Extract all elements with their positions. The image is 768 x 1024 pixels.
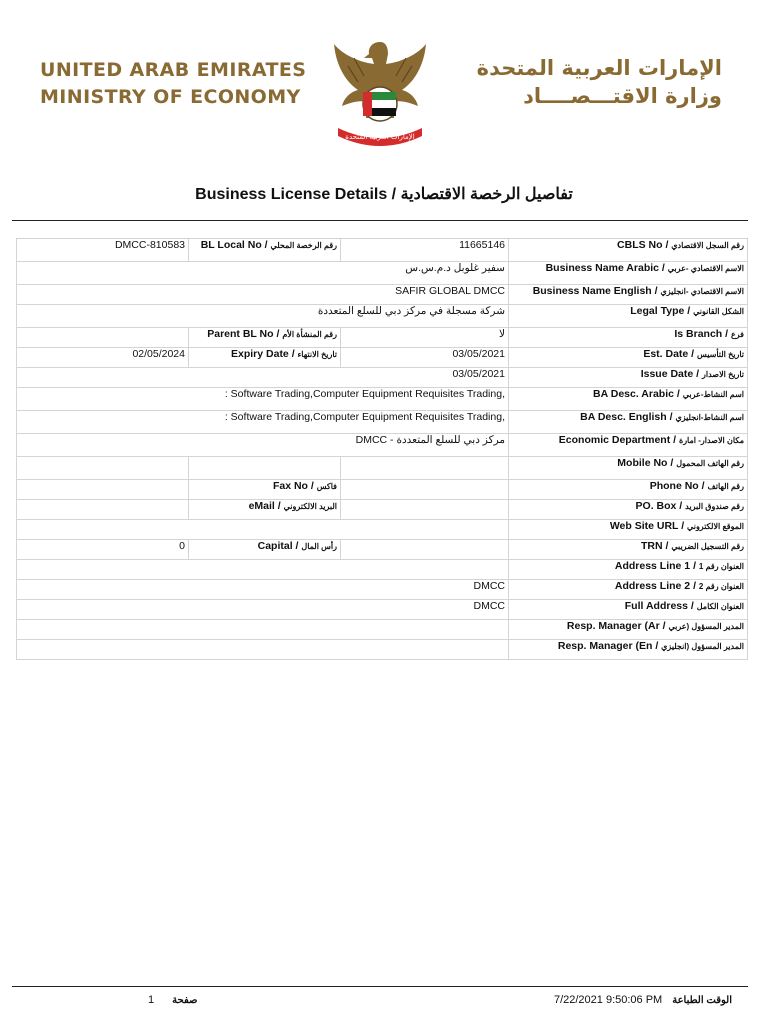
legal-type-value: شركة مسجلة في مركز دبي للسلع المتعددة	[17, 305, 509, 328]
ba-desc-arabic-label-en: BA Desc. Arabic	[593, 388, 674, 400]
ba-desc-arabic-label-ar: اسم النشاط-عربي	[682, 390, 744, 399]
row-address-line-2	[17, 580, 748, 600]
business-name-arabic-label: Business Name Arabic / الاسم الاقتصادي -عربي	[509, 262, 748, 285]
website-url-label-ar: الموقع الالكتروني	[687, 522, 744, 531]
resp-manager-ar-value	[17, 620, 509, 640]
full-address-value: DMCC	[17, 600, 509, 620]
phone-no-label-ar: رقم الهاتف	[707, 482, 744, 491]
economic-department-label: Economic Department / مكان الاصدار- امارة	[509, 434, 748, 457]
issue-date-label-en: Issue Date	[640, 368, 694, 380]
uae-emblem-falcon-logo	[328, 36, 432, 146]
address-line-2-label: Address Line 2 / العنوان رقم 2	[509, 580, 748, 600]
page-number-value: 1	[148, 994, 155, 1006]
ministry-name-arabic	[440, 54, 722, 110]
expiry-date-label: Expiry Date / تاريخ الانتهاء	[189, 348, 341, 368]
expiry-date-label-ar: تاريخ الانتهاء	[297, 350, 337, 359]
row-cbls-no	[17, 239, 748, 262]
cbls-no-label-ar: رقم السجل الاقتصادي	[671, 241, 744, 250]
legal-type-label: Legal Type / الشكل القانوني	[509, 305, 748, 328]
row-resp-manager-ar	[17, 620, 748, 640]
est-date-label-ar: تاريخ التأسيس	[697, 350, 744, 359]
mobile-no-value	[341, 457, 509, 480]
header-ar-line1: الإمارات العربية المتحدة	[476, 56, 722, 80]
row-po-box	[17, 500, 748, 520]
cbls-no-value: 11665146	[341, 239, 509, 262]
row-resp-manager-en	[17, 640, 748, 660]
business-name-english-label-en: Business Name English	[532, 285, 652, 297]
parent-bl-no-label-ar: رقم المنشأة الأم	[282, 330, 337, 339]
capital-label-en: Capital	[257, 540, 293, 552]
row-address-line-1	[17, 560, 748, 580]
fax-no-label-en: Fax No	[272, 480, 308, 492]
website-url-value	[17, 520, 509, 540]
phone-no-value	[341, 480, 509, 500]
cbls-no-label: CBLS No / رقم السجل الاقتصادي	[509, 239, 748, 262]
expiry-date-value: 02/05/2024	[17, 348, 189, 368]
ba-desc-arabic-value: : Software Trading,Computer Equipment Requisites Trading,	[17, 388, 509, 411]
economic-department-value: DMCC - مركز دبي للسلع المتعددة	[17, 434, 509, 457]
address-line-2-label-en: Address Line 2	[614, 580, 691, 592]
footer-page-number	[148, 994, 198, 1006]
issue-date-label-ar: تاريخ الاصدار	[701, 370, 744, 379]
ba-desc-arabic-label: BA Desc. Arabic / اسم النشاط-عربي	[509, 388, 748, 411]
is-branch-label-ar: فرع	[730, 330, 744, 339]
resp-manager-ar-label: Resp. Manager (Ar / المدير المسؤول (عربي	[509, 620, 748, 640]
row-is-branch	[17, 328, 748, 348]
resp-manager-ar-label-ar: المدير المسؤول (عربي	[668, 622, 744, 631]
ba-desc-english-label-ar: اسم النشاط-انجليزي	[675, 413, 744, 422]
est-date-label: Est. Date / تاريخ التأسيس	[509, 348, 748, 368]
row-business-name-english	[17, 285, 748, 305]
footer-print-time	[554, 994, 732, 1006]
row-economic-department	[17, 434, 748, 457]
row-issue-date	[17, 368, 748, 388]
license-details-table	[16, 238, 748, 660]
page-title: Business License Details / تفاصيل الرخصة الاقتصادية	[195, 186, 573, 203]
resp-manager-en-value	[17, 640, 509, 660]
resp-manager-en-label-ar: المدير المسؤول (انجليزي	[661, 642, 744, 651]
row-legal-type	[17, 305, 748, 328]
expiry-date-label-en: Expiry Date	[231, 348, 289, 360]
is-branch-label: Is Branch / فرع	[509, 328, 748, 348]
ba-desc-english-label: BA Desc. English / اسم النشاط-انجليزي	[509, 411, 748, 434]
issue-date-label: Issue Date / تاريخ الاصدار	[509, 368, 748, 388]
capital-value: 0	[17, 540, 189, 560]
page-number-label: صفحة	[172, 995, 198, 1006]
trn-label-en: TRN	[641, 540, 663, 552]
po-box-label: PO. Box / رقم صندوق البريد	[509, 500, 748, 520]
email-label-en: eMail	[248, 500, 275, 512]
website-url-label: Web Site URL / الموقع الالكتروني	[509, 520, 748, 540]
phone-no-label-en: Phone No	[649, 480, 699, 492]
business-name-english-label: Business Name English / الاسم الاقتصادي -انجليزي	[509, 285, 748, 305]
is-branch-label-en: Is Branch	[674, 328, 723, 340]
email-value	[17, 500, 189, 520]
row-ba-desc-arabic	[17, 388, 748, 411]
title-divider	[12, 220, 748, 221]
parent-bl-no-label: Parent BL No / رقم المنشأة الأم	[189, 328, 341, 348]
bl-local-no-label: BL Local No / رقم الرخصة المحلي	[189, 239, 341, 262]
footer-divider	[12, 986, 748, 987]
row-full-address	[17, 600, 748, 620]
full-address-label: Full Address / العنوان الكامل	[509, 600, 748, 620]
is-branch-value: لا	[341, 328, 509, 348]
address-line-2-value: DMCC	[17, 580, 509, 600]
ba-desc-english-value: : Software Trading,Computer Equipment Requisites Trading,	[17, 411, 509, 434]
est-date-value: 03/05/2021	[341, 348, 509, 368]
fax-no-value	[17, 480, 189, 500]
bl-local-no-value: DMCC-810583	[17, 239, 189, 262]
business-name-arabic-value: سفير غلوبل د.م.س.س	[17, 262, 509, 285]
mobile-no-label-ar: رقم الهاتف المحمول	[676, 459, 744, 468]
economic-department-label-ar: مكان الاصدار- امارة	[679, 436, 744, 445]
trn-label: TRN / رقم التسجيل الضريبي	[509, 540, 748, 560]
legal-type-label-en: Legal Type	[630, 305, 685, 317]
header-en-line1: UNITED ARAB EMIRATES	[40, 59, 307, 81]
po-box-label-en: PO. Box	[635, 500, 677, 512]
bl-local-no-label-ar: رقم الرخصة المحلي	[270, 241, 337, 250]
po-box-label-ar: رقم صندوق البريد	[685, 502, 744, 511]
mobile-no-extra-cell	[17, 457, 189, 480]
mobile-no-extra-cell-2	[189, 457, 341, 480]
address-line-1-label: Address Line 1 / العنوان رقم 1	[509, 560, 748, 580]
row-business-name-arabic	[17, 262, 748, 285]
website-url-label-en: Web Site URL	[609, 520, 679, 532]
est-date-label-en: Est. Date	[643, 348, 689, 360]
business-name-english-value: SAFIR GLOBAL DMCC	[17, 285, 509, 305]
trn-label-ar: رقم التسجيل الضريبي	[671, 542, 744, 551]
resp-manager-ar-label-en: Resp. Manager (Ar	[566, 620, 660, 632]
full-address-label-ar: العنوان الكامل	[696, 602, 744, 611]
fax-no-label-ar: فاكس	[316, 482, 337, 491]
full-address-label-en: Full Address	[624, 600, 688, 612]
emblem-ribbon-text: الإمارات العربية المتحدة	[345, 133, 415, 141]
business-name-english-label-ar: الاسم الاقتصادي -انجليزي	[660, 287, 744, 296]
issue-date-value: 03/05/2021	[17, 368, 509, 388]
email-label: eMail / البريد الالكتروني	[189, 500, 341, 520]
parent-bl-no-label-en: Parent BL No	[207, 328, 274, 340]
address-line-1-label-en: Address Line 1	[614, 560, 691, 572]
row-est-date	[17, 348, 748, 368]
address-line-1-label-ar: العنوان رقم 1	[698, 562, 744, 571]
po-box-value	[341, 500, 509, 520]
capital-label-ar: رأس المال	[301, 542, 337, 551]
business-name-arabic-label-ar: الاسم الاقتصادي -عربي	[667, 264, 744, 273]
legal-type-label-ar: الشكل القانوني	[693, 307, 744, 316]
phone-no-label: Phone No / رقم الهاتف	[509, 480, 748, 500]
print-time-label: الوقت الطباعة	[672, 995, 732, 1006]
parent-bl-no-value	[17, 328, 189, 348]
row-trn	[17, 540, 748, 560]
mobile-no-label-en: Mobile No	[617, 457, 668, 469]
ba-desc-english-label-en: BA Desc. English	[580, 411, 667, 423]
header-ar-line2: وزارة الاقتـــصــــاد	[523, 84, 722, 108]
header-en-line2: MINISTRY OF ECONOMY	[40, 86, 301, 108]
trn-value	[341, 540, 509, 560]
email-label-ar: البريد الالكتروني	[283, 502, 337, 511]
print-time-value: 7/22/2021 9:50:06 PM	[553, 994, 663, 1006]
economic-department-label-en: Economic Department	[558, 434, 671, 446]
capital-label: Capital / رأس المال	[189, 540, 341, 560]
row-ba-desc-english	[17, 411, 748, 434]
address-line-2-label-ar: العنوان رقم 2	[698, 582, 744, 591]
bl-local-no-label-en: BL Local No	[200, 239, 262, 251]
row-website-url	[17, 520, 748, 540]
address-line-1-value	[17, 560, 509, 580]
row-mobile-no	[17, 457, 748, 480]
ministry-name-english	[40, 57, 320, 111]
cbls-no-label-en: CBLS No	[617, 239, 663, 251]
resp-manager-en-label: Resp. Manager (En / المدير المسؤول (انجليزي	[509, 640, 748, 660]
fax-no-label: Fax No / فاكس	[189, 480, 341, 500]
resp-manager-en-label-en: Resp. Manager (En	[557, 640, 653, 652]
row-phone-no	[17, 480, 748, 500]
business-name-arabic-label-en: Business Name Arabic	[545, 262, 659, 274]
mobile-no-label: Mobile No / رقم الهاتف المحمول	[509, 457, 748, 480]
